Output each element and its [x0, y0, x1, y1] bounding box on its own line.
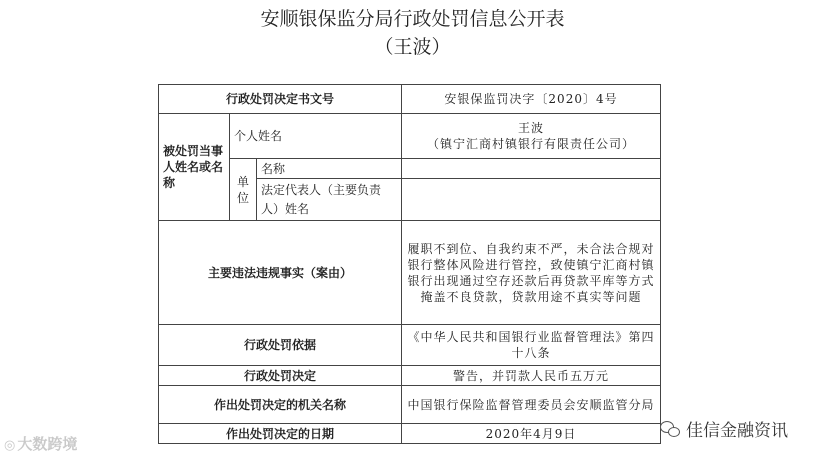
left-watermark [4, 433, 77, 454]
individual-name: 王波 [518, 121, 545, 135]
table-row [159, 386, 661, 424]
left-watermark-text: 大数跨境 [17, 435, 78, 453]
penalty-info-table [158, 84, 661, 444]
unit-rep-value [402, 179, 661, 221]
wechat-icon [660, 421, 680, 437]
table-row [159, 366, 661, 386]
party-label: 被处罚当事人姓名或名称 [159, 114, 230, 221]
circular-logo-icon: ◎ [4, 438, 16, 453]
basis-label: 行政处罚依据 [159, 325, 402, 366]
unit-label: 单位 [230, 159, 257, 221]
individual-org: （镇宁汇商村镇银行有限责任公司） [427, 137, 636, 151]
table-row [159, 325, 661, 366]
facts-value: 履职不到位、自我约束不严，未合法合规对银行整体风险进行管控，致使镇宁汇商村镇银行出现通过空存还款后再贷款平库等方式掩盖不良贷款，贷款用途不真实等问题 [402, 221, 661, 325]
date-label: 作出处罚决定的日期 [159, 424, 402, 444]
right-watermark [660, 416, 788, 441]
unit-rep-label: 法定代表人（主要负责人）姓名 [257, 179, 402, 221]
page-title: 安顺银保监分局行政处罚信息公开表 [260, 8, 565, 30]
individual-value [402, 114, 661, 159]
doc-no-label: 行政处罚决定书文号 [159, 85, 402, 114]
date-value: 2020年4月9日 [402, 424, 661, 444]
basis-value: 《中华人民共和国银行业监督管理法》第四十八条 [402, 325, 661, 366]
table-row [159, 114, 661, 159]
table-row [159, 159, 661, 179]
individual-label: 个人姓名 [230, 114, 402, 159]
facts-label: 主要违法违规事实（案由） [159, 221, 402, 325]
table-row [159, 424, 661, 444]
decision-value: 警告，并罚款人民币五万元 [402, 366, 661, 386]
authority-label: 作出处罚决定的机关名称 [159, 386, 402, 424]
authority-value: 中国银行保险监督管理委员会安顺监管分局 [402, 386, 661, 424]
table-row [159, 221, 661, 325]
unit-name-value [402, 159, 661, 179]
unit-name-label: 名称 [257, 159, 402, 179]
doc-no-value: 安银保监罚决字〔2020〕4号 [402, 85, 661, 114]
page-subtitle: （王波） [374, 36, 451, 58]
decision-label: 行政处罚决定 [159, 366, 402, 386]
right-watermark-text: 佳信金融资讯 [686, 421, 788, 441]
table-row [159, 85, 661, 114]
